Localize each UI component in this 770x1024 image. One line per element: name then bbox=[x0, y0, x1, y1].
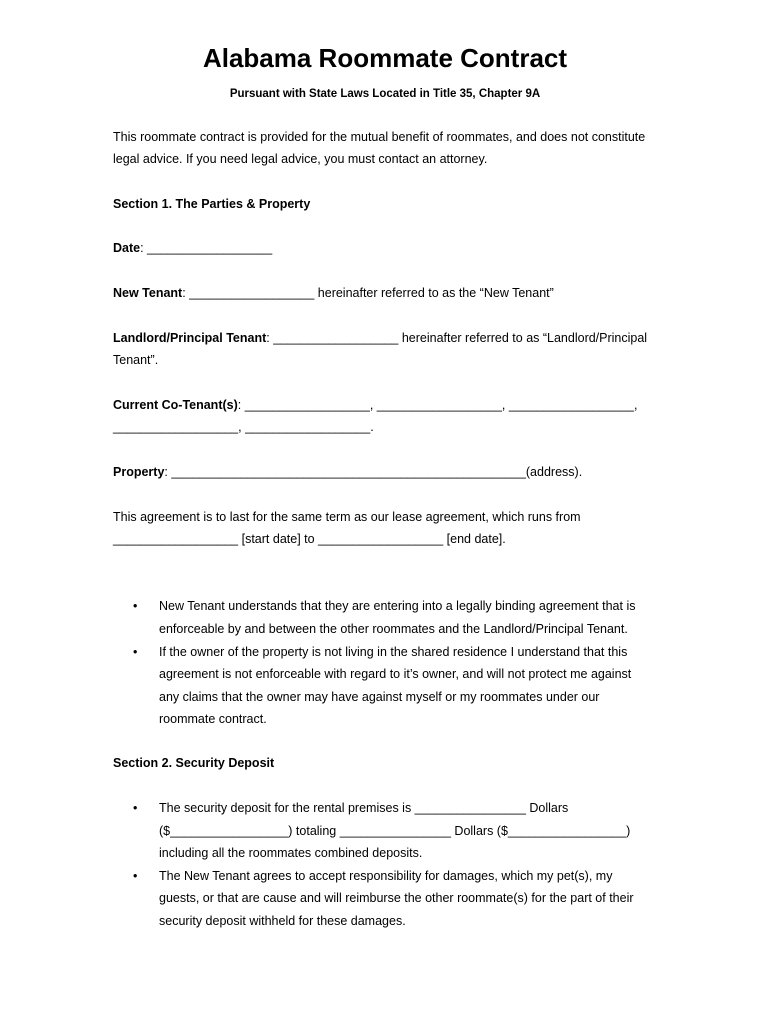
date-label: Date bbox=[113, 241, 141, 255]
new-tenant-blank: : __________________ hereinafter referred to as the “New Tenant” bbox=[182, 286, 554, 300]
date-field bbox=[113, 237, 673, 259]
section-2-heading: Section 2. Security Deposit bbox=[113, 756, 275, 770]
intro-line-2: legal advice. If you need legal advice, you must contact an attorney. bbox=[113, 152, 488, 166]
bullet-1-line-2: enforceable by and between the other roommates and the Landlord/Principal Tenant. bbox=[159, 622, 628, 636]
damages-bullet-line-1: The New Tenant agrees to accept responsibility for damages, which my pet(s), my bbox=[159, 869, 613, 883]
cotenants-label: Current Co-Tenant(s) bbox=[113, 398, 238, 412]
new-tenant-label: New Tenant bbox=[113, 286, 183, 300]
property-label: Property bbox=[113, 465, 165, 479]
bullet-2-line-3: any claims that the owner may have against myself or my roommates under our bbox=[159, 690, 600, 704]
cotenants-field bbox=[113, 394, 673, 416]
section-1-heading: Section 1. The Parties & Property bbox=[113, 197, 311, 211]
intro-line-1: This roommate contract is provided for the mutual benefit of roommates, and does not constitute bbox=[113, 130, 646, 144]
term-line-2: __________________ [start date] to __________________ [end date]. bbox=[113, 532, 506, 546]
bullet-glyph: • bbox=[133, 599, 138, 613]
bullet-1-line-1: New Tenant understands that they are entering into a legally binding agreement that is bbox=[159, 599, 636, 613]
new-tenant-field bbox=[113, 282, 673, 304]
document-subtitle: Pursuant with State Laws Located in Title 35, Chapter 9A bbox=[229, 88, 541, 100]
date-blank: : __________________ bbox=[140, 241, 273, 255]
landlord-field bbox=[113, 327, 673, 349]
property-field bbox=[113, 461, 673, 483]
landlord-field-cont: Tenant”. bbox=[113, 353, 159, 367]
bullet-2-line-2: agreement is not enforceable with regard to it’s owner, and will not protect me against bbox=[159, 667, 632, 681]
cotenants-blank: : __________________, __________________, __________________, bbox=[237, 398, 638, 412]
term-line-1: This agreement is to last for the same term as our lease agreement, which runs from bbox=[113, 510, 581, 524]
bullet-glyph: • bbox=[133, 869, 138, 883]
landlord-label: Landlord/Principal Tenant bbox=[113, 331, 267, 345]
bullet-2-line-4: roommate contract. bbox=[159, 712, 267, 726]
property-blank: : ___________________________________________________(address). bbox=[164, 465, 583, 479]
deposit-bullet-line-3: including all the roommates combined deposits. bbox=[159, 846, 423, 860]
bullet-2-line-1: If the owner of the property is not living in the shared residence I understand that this bbox=[159, 645, 628, 659]
deposit-bullet-line-2: ($_________________) totaling ________________ Dollars ($_________________) bbox=[159, 824, 631, 838]
damages-bullet-line-2: guests, or that are cause and will reimburse the other roommate(s) for the part of their bbox=[159, 891, 634, 905]
damages-bullet-line-3: security deposit withheld for these damages. bbox=[159, 914, 406, 928]
landlord-blank: : __________________ hereinafter referred to as “Landlord/Principal bbox=[266, 331, 648, 345]
bullet-glyph: • bbox=[133, 645, 138, 659]
document-title: Alabama Roommate Contract bbox=[202, 43, 568, 73]
cotenants-field-cont: __________________, __________________. bbox=[113, 420, 374, 434]
deposit-bullet-line-1: The security deposit for the rental premises is ________________ Dollars bbox=[159, 801, 569, 815]
bullet-glyph: • bbox=[133, 801, 138, 815]
